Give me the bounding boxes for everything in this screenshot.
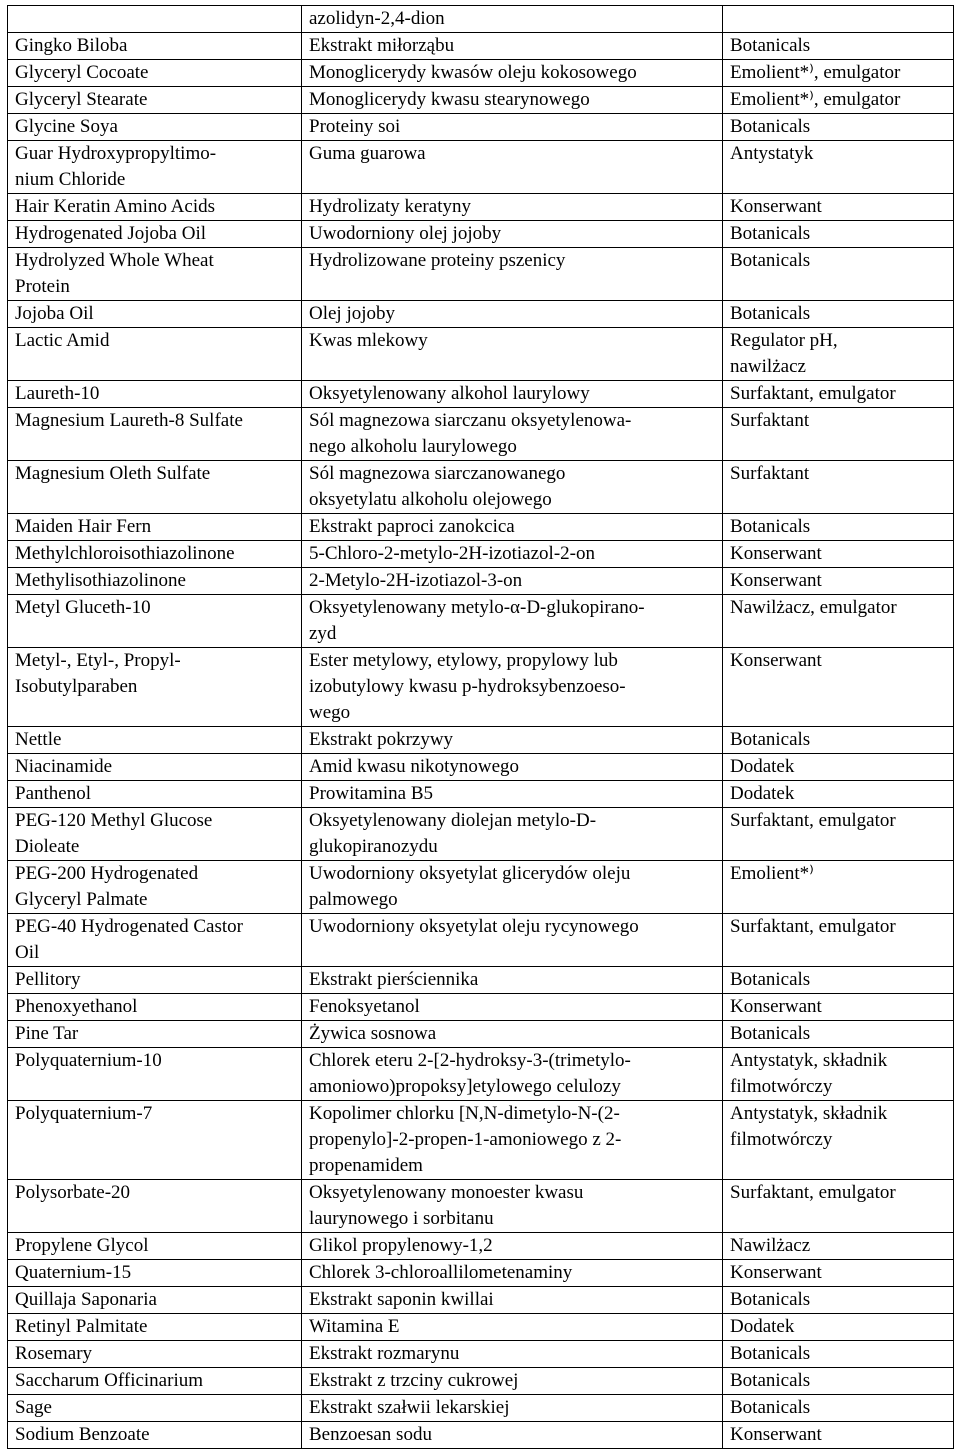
table-row bbox=[8, 248, 954, 301]
inci-name-cell: Magnesium Laureth-8 Sulfate bbox=[8, 408, 302, 461]
function-cell: Nawilżacz, emulgator bbox=[723, 595, 954, 648]
table-row bbox=[8, 1021, 954, 1048]
chemical-name-cell: 2-Metylo-2H-izotiazol-3-on bbox=[302, 568, 723, 595]
inci-name-cell bbox=[8, 6, 302, 33]
table-row bbox=[8, 754, 954, 781]
chemical-name-cell: Guma guarowa bbox=[302, 141, 723, 194]
inci-name-cell: Methylchloroisothiazolinone bbox=[8, 541, 302, 568]
chemical-name-cell: Monoglicerydy kwasów oleju kokosowego bbox=[302, 60, 723, 87]
function-cell: Dodatek bbox=[723, 1314, 954, 1341]
function-cell: Nawilżacz bbox=[723, 1233, 954, 1260]
function-cell bbox=[723, 6, 954, 33]
function-cell: Antystatyk bbox=[723, 141, 954, 194]
inci-name-cell: Magnesium Oleth Sulfate bbox=[8, 461, 302, 514]
function-cell: Konserwant bbox=[723, 648, 954, 727]
table-row bbox=[8, 541, 954, 568]
table-row bbox=[8, 114, 954, 141]
table-row bbox=[8, 1287, 954, 1314]
function-cell: Dodatek bbox=[723, 781, 954, 808]
function-cell: Surfaktant, emulgator bbox=[723, 808, 954, 861]
table-row bbox=[8, 1180, 954, 1233]
function-cell: Konserwant bbox=[723, 994, 954, 1021]
inci-name-cell: Guar Hydroxypropyltimo- nium Chloride bbox=[8, 141, 302, 194]
chemical-name-cell: Benzoesan sodu bbox=[302, 1422, 723, 1449]
chemical-name-cell: Ester metylowy, etylowy, propylowy lub izobutylowy kwasu p-hydroksybenzoeso- wego bbox=[302, 648, 723, 727]
table-row bbox=[8, 514, 954, 541]
inci-name-cell: Glycine Soya bbox=[8, 114, 302, 141]
chemical-name-cell: Ekstrakt pokrzywy bbox=[302, 727, 723, 754]
chemical-name-cell: 5-Chloro-2-metylo-2H-izotiazol-2-on bbox=[302, 541, 723, 568]
table-row bbox=[8, 381, 954, 408]
inci-name-cell: Quillaja Saponaria bbox=[8, 1287, 302, 1314]
inci-name-cell: Sage bbox=[8, 1395, 302, 1422]
function-cell: Emolient*⁾ bbox=[723, 861, 954, 914]
function-cell: Regulator pH, nawilżacz bbox=[723, 328, 954, 381]
table-row bbox=[8, 33, 954, 60]
table-row bbox=[8, 1395, 954, 1422]
table-row bbox=[8, 648, 954, 727]
table-row bbox=[8, 568, 954, 595]
table-row bbox=[8, 87, 954, 114]
table-row bbox=[8, 727, 954, 754]
table-row bbox=[8, 194, 954, 221]
function-cell: Konserwant bbox=[723, 568, 954, 595]
inci-name-cell: PEG-40 Hydrogenated Castor Oil bbox=[8, 914, 302, 967]
function-cell: Botanicals bbox=[723, 221, 954, 248]
function-cell: Botanicals bbox=[723, 1395, 954, 1422]
inci-name-cell: Nettle bbox=[8, 727, 302, 754]
inci-name-cell: Polysorbate-20 bbox=[8, 1180, 302, 1233]
chemical-name-cell: Ekstrakt pierściennika bbox=[302, 967, 723, 994]
function-cell: Botanicals bbox=[723, 1021, 954, 1048]
table-row bbox=[8, 221, 954, 248]
chemical-name-cell: Uwodorniony olej jojoby bbox=[302, 221, 723, 248]
inci-name-cell: Niacinamide bbox=[8, 754, 302, 781]
inci-name-cell: Hydrolyzed Whole Wheat Protein bbox=[8, 248, 302, 301]
function-cell: Botanicals bbox=[723, 248, 954, 301]
function-cell: Botanicals bbox=[723, 33, 954, 60]
table-row bbox=[8, 301, 954, 328]
chemical-name-cell: Sól magnezowa siarczanowanego oksyetylatu alkoholu olejowego bbox=[302, 461, 723, 514]
table-row bbox=[8, 1233, 954, 1260]
inci-name-cell: Sodium Benzoate bbox=[8, 1422, 302, 1449]
chemical-name-cell: Witamina E bbox=[302, 1314, 723, 1341]
function-cell: Botanicals bbox=[723, 1341, 954, 1368]
chemical-name-cell: Kwas mlekowy bbox=[302, 328, 723, 381]
table-row bbox=[8, 408, 954, 461]
function-cell: Emolient*⁾, emulgator bbox=[723, 87, 954, 114]
table-row bbox=[8, 808, 954, 861]
chemical-name-cell: Ekstrakt rozmarynu bbox=[302, 1341, 723, 1368]
function-cell: Dodatek bbox=[723, 754, 954, 781]
inci-name-cell: Glyceryl Cocoate bbox=[8, 60, 302, 87]
inci-name-cell: Metyl-, Etyl-, Propyl- Isobutylparaben bbox=[8, 648, 302, 727]
function-cell: Botanicals bbox=[723, 301, 954, 328]
chemical-name-cell: Fenoksyetanol bbox=[302, 994, 723, 1021]
chemical-name-cell: Glikol propylenowy-1,2 bbox=[302, 1233, 723, 1260]
table-row bbox=[8, 595, 954, 648]
inci-name-cell: Retinyl Palmitate bbox=[8, 1314, 302, 1341]
function-cell: Konserwant bbox=[723, 194, 954, 221]
table-row bbox=[8, 1101, 954, 1180]
function-cell: Surfaktant bbox=[723, 408, 954, 461]
inci-name-cell: PEG-120 Methyl Glucose Dioleate bbox=[8, 808, 302, 861]
ingredients-table bbox=[7, 5, 954, 1449]
table-row bbox=[8, 994, 954, 1021]
function-cell: Antystatyk, składnik filmotwórczy bbox=[723, 1101, 954, 1180]
chemical-name-cell: Hydrolizaty keratyny bbox=[302, 194, 723, 221]
table-row bbox=[8, 141, 954, 194]
chemical-name-cell: Uwodorniony oksyetylat oleju rycynowego bbox=[302, 914, 723, 967]
ingredients-table-body bbox=[8, 6, 954, 1449]
chemical-name-cell: Oksyetylenowany monoester kwasu laurynowego i sorbitanu bbox=[302, 1180, 723, 1233]
inci-name-cell: Saccharum Officinarium bbox=[8, 1368, 302, 1395]
inci-name-cell: Metyl Gluceth-10 bbox=[8, 595, 302, 648]
chemical-name-cell: Kopolimer chlorku [N,N-dimetylo-N-(2- propenylo]-2-propen-1-amoniowego z 2- propenamidem bbox=[302, 1101, 723, 1180]
function-cell: Surfaktant bbox=[723, 461, 954, 514]
chemical-name-cell: Olej jojoby bbox=[302, 301, 723, 328]
chemical-name-cell: Sól magnezowa siarczanu oksyetylenowa- nego alkoholu laurylowego bbox=[302, 408, 723, 461]
table-row bbox=[8, 6, 954, 33]
chemical-name-cell: Oksyetylenowany diolejan metylo-D- glukopiranozydu bbox=[302, 808, 723, 861]
chemical-name-cell: Żywica sosnowa bbox=[302, 1021, 723, 1048]
table-row bbox=[8, 1314, 954, 1341]
inci-name-cell: Methylisothiazolinone bbox=[8, 568, 302, 595]
chemical-name-cell: Prowitamina B5 bbox=[302, 781, 723, 808]
inci-name-cell: Laureth-10 bbox=[8, 381, 302, 408]
chemical-name-cell: Chlorek eteru 2-[2-hydroksy-3-(trimetylo- amoniowo)propoksy]etylowego celulozy bbox=[302, 1048, 723, 1101]
function-cell: Botanicals bbox=[723, 1287, 954, 1314]
table-row bbox=[8, 967, 954, 994]
function-cell: Surfaktant, emulgator bbox=[723, 1180, 954, 1233]
chemical-name-cell: Oksyetylenowany alkohol laurylowy bbox=[302, 381, 723, 408]
inci-name-cell: Hair Keratin Amino Acids bbox=[8, 194, 302, 221]
chemical-name-cell: azolidyn-2,4-dion bbox=[302, 6, 723, 33]
table-row bbox=[8, 914, 954, 967]
table-row bbox=[8, 1422, 954, 1449]
inci-name-cell: Jojoba Oil bbox=[8, 301, 302, 328]
inci-name-cell: Propylene Glycol bbox=[8, 1233, 302, 1260]
inci-name-cell: Polyquaternium-10 bbox=[8, 1048, 302, 1101]
inci-name-cell: Phenoxyethanol bbox=[8, 994, 302, 1021]
chemical-name-cell: Amid kwasu nikotynowego bbox=[302, 754, 723, 781]
chemical-name-cell: Uwodorniony oksyetylat glicerydów oleju palmowego bbox=[302, 861, 723, 914]
function-cell: Surfaktant, emulgator bbox=[723, 914, 954, 967]
chemical-name-cell: Ekstrakt saponin kwillai bbox=[302, 1287, 723, 1314]
chemical-name-cell: Chlorek 3-chloroallilometenaminy bbox=[302, 1260, 723, 1287]
function-cell: Botanicals bbox=[723, 727, 954, 754]
function-cell: Konserwant bbox=[723, 1260, 954, 1287]
chemical-name-cell: Hydrolizowane proteiny pszenicy bbox=[302, 248, 723, 301]
table-row bbox=[8, 328, 954, 381]
table-row bbox=[8, 1341, 954, 1368]
chemical-name-cell: Ekstrakt szałwii lekarskiej bbox=[302, 1395, 723, 1422]
chemical-name-cell: Ekstrakt miłorząbu bbox=[302, 33, 723, 60]
inci-name-cell: Hydrogenated Jojoba Oil bbox=[8, 221, 302, 248]
function-cell: Surfaktant, emulgator bbox=[723, 381, 954, 408]
function-cell: Botanicals bbox=[723, 114, 954, 141]
table-row bbox=[8, 1260, 954, 1287]
function-cell: Botanicals bbox=[723, 514, 954, 541]
inci-name-cell: Panthenol bbox=[8, 781, 302, 808]
table-row bbox=[8, 60, 954, 87]
inci-name-cell: Maiden Hair Fern bbox=[8, 514, 302, 541]
function-cell: Konserwant bbox=[723, 541, 954, 568]
function-cell: Botanicals bbox=[723, 1368, 954, 1395]
chemical-name-cell: Oksyetylenowany metylo-α-D-glukopirano- zyd bbox=[302, 595, 723, 648]
inci-name-cell: PEG-200 Hydrogenated Glyceryl Palmate bbox=[8, 861, 302, 914]
function-cell: Antystatyk, składnik filmotwórczy bbox=[723, 1048, 954, 1101]
table-row bbox=[8, 1048, 954, 1101]
function-cell: Konserwant bbox=[723, 1422, 954, 1449]
chemical-name-cell: Proteiny soi bbox=[302, 114, 723, 141]
table-row bbox=[8, 781, 954, 808]
inci-name-cell: Glyceryl Stearate bbox=[8, 87, 302, 114]
table-row bbox=[8, 461, 954, 514]
inci-name-cell: Lactic Amid bbox=[8, 328, 302, 381]
inci-name-cell: Quaternium-15 bbox=[8, 1260, 302, 1287]
chemical-name-cell: Ekstrakt z trzciny cukrowej bbox=[302, 1368, 723, 1395]
chemical-name-cell: Ekstrakt paproci zanokcica bbox=[302, 514, 723, 541]
function-cell: Emolient*⁾, emulgator bbox=[723, 60, 954, 87]
inci-name-cell: Pellitory bbox=[8, 967, 302, 994]
table-row bbox=[8, 1368, 954, 1395]
function-cell: Botanicals bbox=[723, 967, 954, 994]
chemical-name-cell: Monoglicerydy kwasu stearynowego bbox=[302, 87, 723, 114]
inci-name-cell: Pine Tar bbox=[8, 1021, 302, 1048]
inci-name-cell: Gingko Biloba bbox=[8, 33, 302, 60]
table-row bbox=[8, 861, 954, 914]
inci-name-cell: Rosemary bbox=[8, 1341, 302, 1368]
inci-name-cell: Polyquaternium-7 bbox=[8, 1101, 302, 1180]
